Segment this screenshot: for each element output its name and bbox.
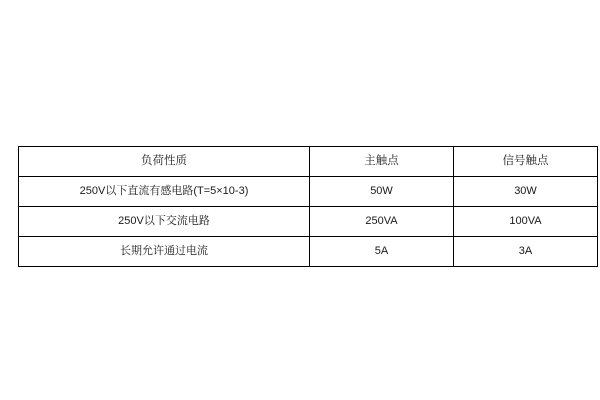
cell-main-contact: 50W [310,177,454,207]
cell-load-nature: 250V以下交流电路 [19,207,310,237]
cell-main-contact: 250VA [310,207,454,237]
cell-signal-contact: 30W [454,177,598,207]
cell-main-contact: 5A [310,237,454,267]
cell-load-nature: 250V以下直流有感电路(T=5×10-3) [19,177,310,207]
table-header-row [19,147,598,177]
column-header-load-nature: 负荷性质 [19,147,310,177]
table-row [19,177,598,207]
spec-table-container [18,146,582,267]
contact-rating-table [18,146,598,267]
table-row [19,237,598,267]
table-row [19,207,598,237]
column-header-signal-contact: 信号触点 [454,147,598,177]
column-header-main-contact: 主触点 [310,147,454,177]
cell-signal-contact: 100VA [454,207,598,237]
cell-signal-contact: 3A [454,237,598,267]
cell-load-nature: 长期允许通过电流 [19,237,310,267]
